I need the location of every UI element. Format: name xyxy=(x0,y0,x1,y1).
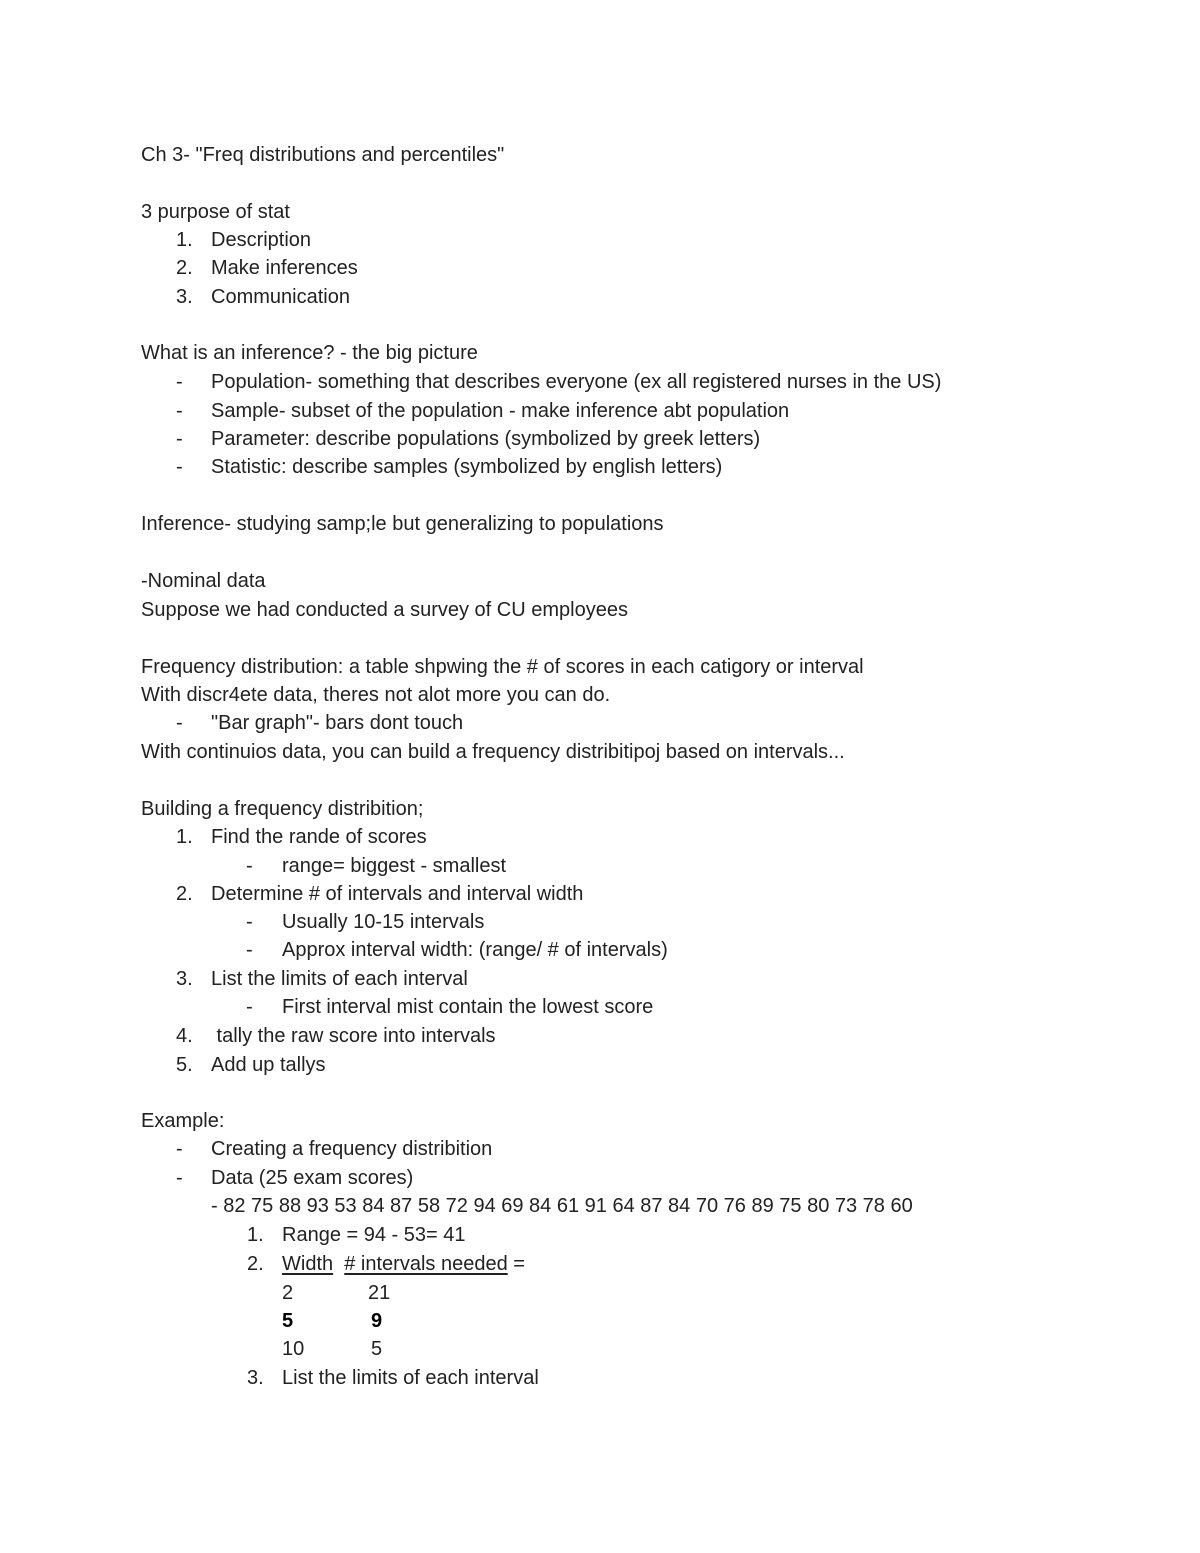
list-marker: - xyxy=(176,712,183,734)
list-marker: 1. xyxy=(176,229,193,251)
intervals-needed-label: # intervals needed xyxy=(344,1253,508,1275)
list-marker: - xyxy=(176,456,183,478)
exam-scores-data: - 82 75 88 93 53 84 87 58 72 94 69 84 61 91 64 87 84 70 76 89 75 80 73 78 60 xyxy=(211,1195,913,1217)
list-marker: 3. xyxy=(176,286,193,308)
list-marker: - xyxy=(246,911,253,933)
list-item: List the limits of each interval xyxy=(211,968,468,990)
list-marker: 1. xyxy=(176,826,193,848)
width-intervals-header xyxy=(282,1252,525,1276)
table-cell-width: 10 xyxy=(282,1338,305,1360)
table-cell-width: 2 xyxy=(282,1282,294,1304)
equals-sign: = xyxy=(507,1253,525,1275)
list-item: Find the rande of scores xyxy=(211,826,427,848)
list-item: List the limits of each interval xyxy=(282,1367,539,1389)
frequency-definition: Frequency distribution: a table shpwing the # of scores in each catigory or interval xyxy=(141,656,864,678)
list-marker: - xyxy=(246,855,253,877)
frequency-continuous: With continuios data, you can build a frequency distribitipoj based on intervals... xyxy=(141,741,845,763)
list-subitem: First interval mist contain the lowest score xyxy=(282,996,654,1018)
list-item: Determine # of intervals and interval width xyxy=(211,883,584,905)
frequency-discrete: With discr4ete data, theres not alot more you can do. xyxy=(141,684,611,706)
table-cell-width: 5 xyxy=(282,1310,294,1332)
list-item: Parameter: describe populations (symbolized by greek letters) xyxy=(211,428,761,450)
list-item: Communication xyxy=(211,286,350,308)
list-item: Add up tallys xyxy=(211,1054,326,1076)
list-marker: 2. xyxy=(176,883,193,905)
list-marker: - xyxy=(176,1167,183,1189)
nominal-line: Suppose we had conducted a survey of CU employees xyxy=(141,599,628,621)
list-marker: 5. xyxy=(176,1054,193,1076)
range-calculation: Range = 94 - 53= 41 xyxy=(282,1224,466,1246)
list-marker: - xyxy=(176,400,183,422)
list-marker: - xyxy=(176,1138,183,1160)
list-item: tally the raw score into intervals xyxy=(211,1025,496,1047)
inference-summary: Inference- studying samp;le but generalizing to populations xyxy=(141,513,664,535)
list-item: Sample- subset of the population - make inference abt population xyxy=(211,400,790,422)
list-subitem: Usually 10-15 intervals xyxy=(282,911,485,933)
width-label: Width xyxy=(282,1253,334,1275)
list-item: Statistic: describe samples (symbolized by english letters) xyxy=(211,456,723,478)
list-marker: - xyxy=(176,428,183,450)
list-marker: - xyxy=(246,939,253,961)
table-cell-intervals: 21 xyxy=(368,1282,391,1304)
list-item: Data (25 exam scores) xyxy=(211,1167,414,1189)
inference-heading: What is an inference? - the big picture xyxy=(141,342,478,364)
nominal-heading: -Nominal data xyxy=(141,570,266,592)
list-marker: 3. xyxy=(247,1367,264,1389)
list-marker: 3. xyxy=(176,968,193,990)
list-item: Description xyxy=(211,229,312,251)
list-item: Make inferences xyxy=(211,257,358,279)
list-marker: 2. xyxy=(176,257,193,279)
list-subitem: range= biggest - smallest xyxy=(282,855,507,877)
list-item: Creating a frequency distribition xyxy=(211,1138,493,1160)
table-cell-intervals: 9 xyxy=(371,1310,383,1332)
list-marker: - xyxy=(176,371,183,393)
list-item: Population- something that describes everyone (ex all registered nurses in the US) xyxy=(211,371,942,393)
list-marker: 2. xyxy=(247,1253,264,1275)
example-heading: Example: xyxy=(141,1110,225,1132)
list-marker: - xyxy=(246,996,253,1018)
table-cell-intervals: 5 xyxy=(371,1338,383,1360)
list-marker: 1. xyxy=(247,1224,264,1246)
building-heading: Building a frequency distribition; xyxy=(141,798,424,820)
bar-graph-note: "Bar graph"- bars dont touch xyxy=(211,712,464,734)
page-title: Ch 3- "Freq distributions and percentiles" xyxy=(141,144,505,166)
list-subitem: Approx interval width: (range/ # of intervals) xyxy=(282,939,668,961)
purpose-heading: 3 purpose of stat xyxy=(141,201,290,223)
list-marker: 4. xyxy=(176,1025,193,1047)
